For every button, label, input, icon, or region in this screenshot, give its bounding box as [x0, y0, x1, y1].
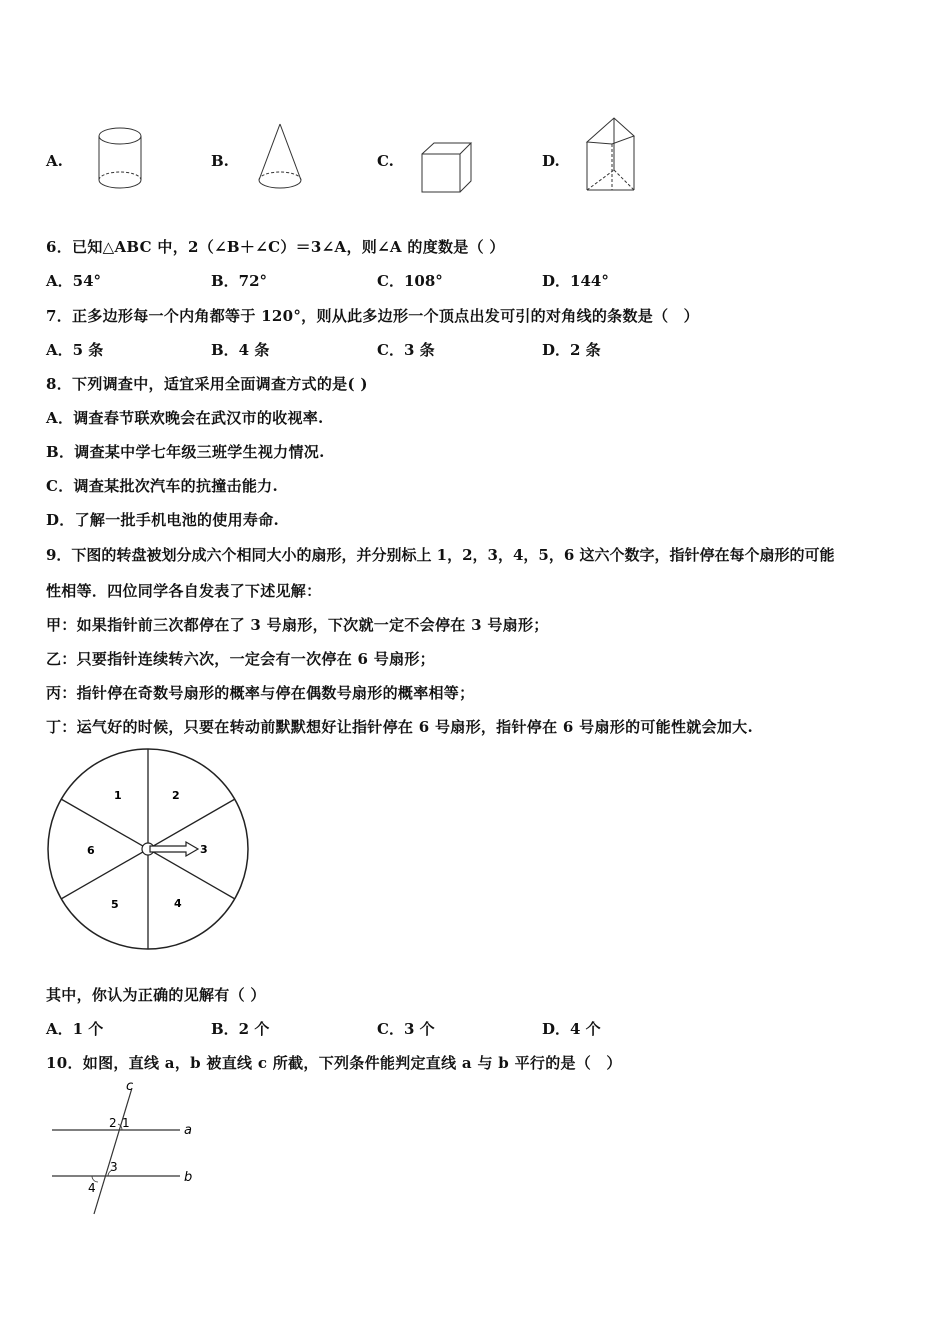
q8-stem: 8．下列调查中，适宜采用全面调查方式的是( ) [46, 375, 368, 393]
q9-opinion-jia: 甲：如果指针前三次都停在了 3 号扇形，下次就一定不会停在 3 号扇形； [46, 616, 549, 634]
q9-option-c: C．3 个 [377, 1020, 435, 1038]
spinner-label-2: 2 [172, 789, 180, 802]
q7-option-b: B．4 条 [211, 341, 270, 359]
q5-option-b-label: B. [211, 152, 229, 170]
cone-icon [252, 120, 308, 194]
q8-option-a: A．调查春节联欢晚会在武汉市的收视率. [46, 409, 324, 427]
q7-stem: 7．正多边形每一个内角都等于 120°，则从此多边形一个顶点出发可引的对角线的条数是（ ） [46, 307, 699, 325]
q9-option-d: D．4 个 [542, 1020, 601, 1038]
q5-option-d-label: D. [542, 152, 560, 170]
q8-option-b: B．调查某中学七年级三班学生视力情况. [46, 443, 325, 461]
q5-option-a-label: A. [46, 152, 63, 170]
q9-stem-line1: 9．下图的转盘被划分成六个相同大小的扇形，并分别标上 1，2，3，4，5，6 这六个数字，指针停在每个扇形的可能 [46, 546, 835, 564]
q9-option-b: B．2 个 [211, 1020, 270, 1038]
q6-option-d: D．144° [542, 272, 609, 290]
triangular-prism-icon [584, 114, 640, 196]
q7-option-c: C．3 条 [377, 341, 435, 359]
spinner-label-6: 6 [87, 844, 95, 857]
q8-option-d: D．了解一批手机电池的使用寿命. [46, 511, 280, 529]
label-b: b [184, 1170, 193, 1185]
angle-3-label: 3 [110, 1160, 118, 1174]
q9-opinion-yi: 乙：只要指针连续转六次，一定会有一次停在 6 号扇形； [46, 650, 435, 668]
label-c: c [126, 1080, 134, 1094]
q9-opinion-bing: 丙：指针停在奇数号扇形的概率与停在偶数号扇形的概率相等； [46, 684, 475, 702]
parallel-lines-figure [48, 1080, 208, 1220]
angle-2-label: 2 [109, 1116, 117, 1130]
q9-question: 其中，你认为正确的见解有（ ） [46, 986, 266, 1004]
q10-stem: 10．如图，直线 a，b 被直线 c 所截，下列条件能判定直线 a 与 b 平行的是（ ） [46, 1054, 622, 1072]
q5-option-c-label: C. [377, 152, 394, 170]
q7-option-d: D．2 条 [542, 341, 601, 359]
q6-stem: 6．已知△ABC 中，2（∠B＋∠C）＝3∠A，则∠A 的度数是（ ） [46, 238, 505, 256]
q6-option-b: B．72° [211, 272, 268, 290]
q6-option-a: A．54° [46, 272, 102, 290]
line-c [94, 1088, 132, 1214]
q9-option-a: A．1 个 [46, 1020, 104, 1038]
spinner-figure [44, 748, 252, 952]
spinner-label-1: 1 [114, 789, 122, 802]
spinner-label-4: 4 [174, 897, 182, 910]
q7-option-a: A．5 条 [46, 341, 104, 359]
q9-stem-line2: 性相等．四位同学各自发表了下述见解： [46, 582, 322, 600]
q8-option-c: C．调查某批次汽车的抗撞击能力. [46, 477, 278, 495]
angle-4-label: 4 [88, 1181, 96, 1195]
label-a: a [184, 1123, 192, 1138]
spinner-label-3: 3 [200, 843, 208, 856]
spinner-label-5: 5 [111, 898, 119, 911]
cylinder-icon [92, 124, 148, 194]
cube-icon [418, 140, 476, 196]
angle-1-label: 1 [122, 1116, 130, 1130]
q6-option-c: C．108° [377, 272, 443, 290]
q9-opinion-ding: 丁：运气好的时候，只要在转动前默默想好让指针停在 6 号扇形，指针停在 6 号扇形的可能性就会加大. [46, 718, 753, 736]
